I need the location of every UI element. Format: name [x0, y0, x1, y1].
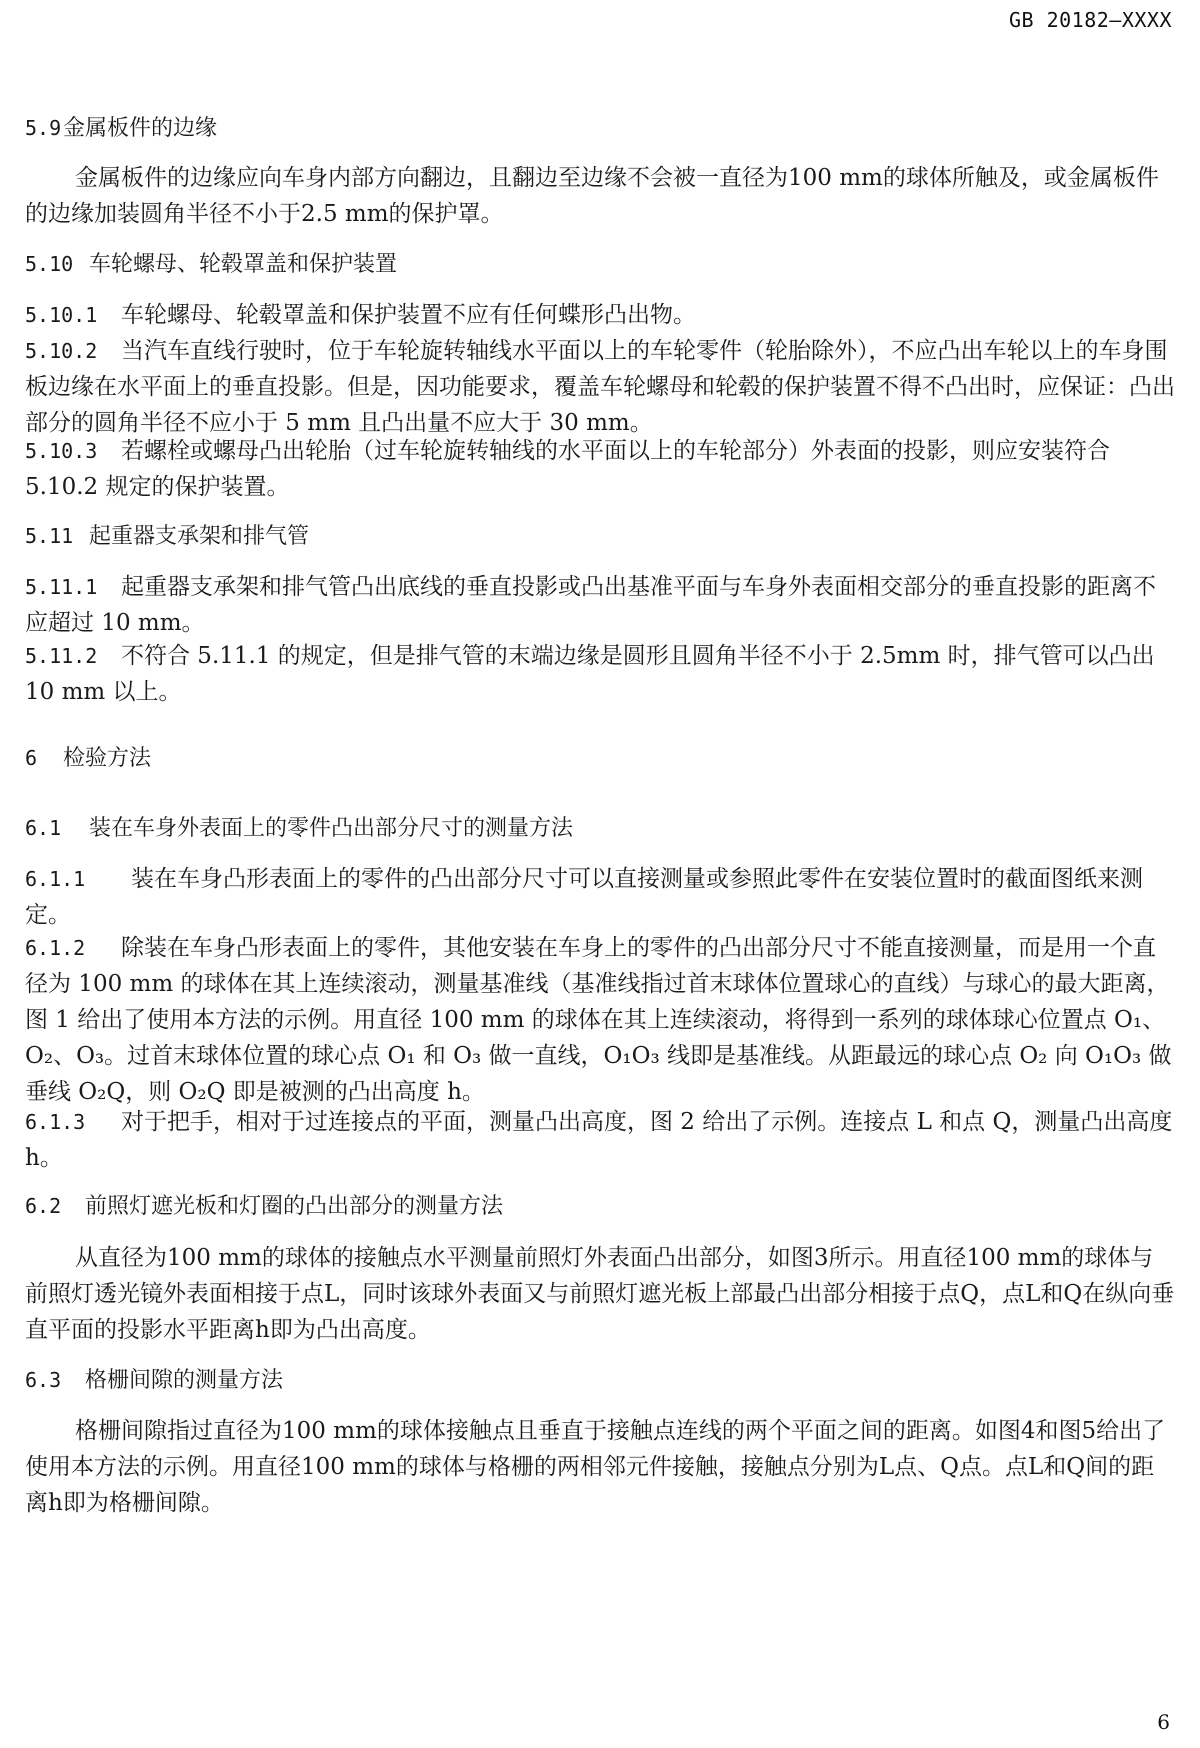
clause-text: 除装在车身凸形表面上的零件，其他安装在车身上的零件的凸出部分尺寸不能直接测量，而是用一个直径为 100 mm 的球体在其上连续滚动，测量基准线（基准线指过首末球体位置球心的直线）与球心的最大距离，图 1 给出了使用本方法的示例。用直径 100 mm 的球体在其上连续滚动，将得到一系列的球体球心位置点 O₁、O₂、O₃。过首末球体位置的球心点 O₁ 和 O₃ 做一直线，O₁O₃ 线即是基准线。从距最远的球心点 O₂ 向 O₁O₃ 做垂线 O₂Q，则 O₂Q 即是被测的凸出高度 h。 [25, 935, 1172, 1105]
heading-6-3 [25, 1362, 1175, 1399]
section-title: 车轮螺母、轮毂罩盖和保护装置 [89, 252, 398, 277]
heading-5-9 [25, 110, 1175, 147]
clause-text: 不符合 5.11.1 的规定，但是排气管的末端边缘是圆形且圆角半径不小于 2.5mm 时，排气管可以凸出 10 mm 以上。 [25, 643, 1155, 705]
section-number: 6 [25, 746, 38, 770]
clause-number: 5.10.2 [25, 339, 98, 363]
clause-number: 6.1.2 [25, 936, 86, 960]
section-number: 6.1 [25, 816, 62, 840]
section-number: 5.10 [25, 252, 74, 276]
paragraph-6-2: 从直径为100 mm的球体的接触点水平测量前照灯外表面凸出部分，如图3所示。用直径100 mm的球体与前照灯透光镜外表面相接于点L，同时该球外表面又与前照灯遮光板上部最凸出部分相接于点Q，点L和Q在纵向垂直平面的投影水平距离h即为凸出高度。 [25, 1245, 1175, 1343]
heading-5-11 [25, 518, 1175, 555]
paragraph-6-3: 格栅间隙指过直径为100 mm的球体接触点且垂直于接触点连线的两个平面之间的距离。如图4和图5给出了使用本方法的示例。用直径100 mm的球体与格栅的两相邻元件接触，接触点分别为L点、Q点。点L和Q间的距离h即为格栅间隙。 [25, 1418, 1166, 1516]
clause-number: 5.11.2 [25, 644, 98, 668]
section-number: 6.2 [25, 1194, 62, 1218]
section-title: 装在车身外表面上的零件凸出部分尺寸的测量方法 [89, 816, 574, 841]
clause-6-1-3 [25, 1104, 1175, 1176]
heading-5-10 [25, 246, 1175, 283]
section-number: 5.11 [25, 524, 74, 548]
heading-6 [25, 740, 1175, 777]
clause-5-10-1 [25, 297, 1175, 333]
section-number: 6.3 [25, 1368, 62, 1392]
clause-text: 若螺栓或螺母凸出轮胎（过车轮旋转轴线的水平面以上的车轮部分）外表面的投影，则应安装符合 5.10.2 规定的保护装置。 [25, 438, 1110, 500]
section-title: 格栅间隙的测量方法 [85, 1368, 284, 1393]
heading-6-1 [25, 810, 1175, 847]
clause-5-11-2 [25, 638, 1175, 710]
section-title: 检验方法 [63, 746, 152, 771]
clause-number: 6.1.3 [25, 1110, 86, 1134]
heading-6-2 [25, 1188, 1175, 1225]
standard-code: GB 20182—XXXX [1008, 8, 1172, 32]
section-number: 5.9 [25, 116, 62, 140]
clause-text: 对于把手，相对于过连接点的平面，测量凸出高度，图 2 给出了示例。连接点 L 和点 Q，测量凸出高度 h。 [25, 1109, 1173, 1171]
clause-5-11-1 [25, 569, 1175, 641]
paragraph-5-9: 金属板件的边缘应向车身内部方向翻边，且翻边至边缘不会被一直径为100 mm的球体所触及，或金属板件的边缘加装圆角半径不小于2.5 mm的保护罩。 [25, 165, 1159, 227]
section-title: 金属板件的边缘 [63, 116, 218, 141]
clause-6-1-2 [25, 930, 1175, 1110]
section-title: 起重器支承架和排气管 [89, 524, 310, 549]
clause-5-10-2 [25, 333, 1175, 441]
clause-number: 6.1.1 [25, 867, 86, 891]
page-number: 6 [1157, 1710, 1170, 1734]
clause-text: 当汽车直线行驶时，位于车轮旋转轴线水平面以上的车轮零件（轮胎除外），不应凸出车轮以上的车身围板边缘在水平面上的垂直投影。但是，因功能要求，覆盖车轮螺母和轮毂的保护装置不得不凸出时，应保证：凸出部分的圆角半径不应小于 5 mm 且凸出量不应大于 30 mm。 [25, 338, 1175, 436]
clause-5-10-3 [25, 433, 1175, 505]
clause-text: 车轮螺母、轮毂罩盖和保护装置不应有任何蝶形凸出物。 [121, 302, 696, 328]
section-title: 前照灯遮光板和灯圈的凸出部分的测量方法 [85, 1194, 504, 1219]
clause-text: 装在车身凸形表面上的零件的凸出部分尺寸可以直接测量或参照此零件在安装位置时的截面图纸来测定。 [25, 866, 1143, 928]
clause-number: 5.10.1 [25, 303, 98, 327]
clause-6-1-1 [25, 861, 1175, 933]
clause-text: 起重器支承架和排气管凸出底线的垂直投影或凸出基准平面与车身外表面相交部分的垂直投影的距离不应超过 10 mm。 [25, 574, 1156, 636]
clause-number: 5.10.3 [25, 439, 98, 463]
clause-number: 5.11.1 [25, 575, 98, 599]
